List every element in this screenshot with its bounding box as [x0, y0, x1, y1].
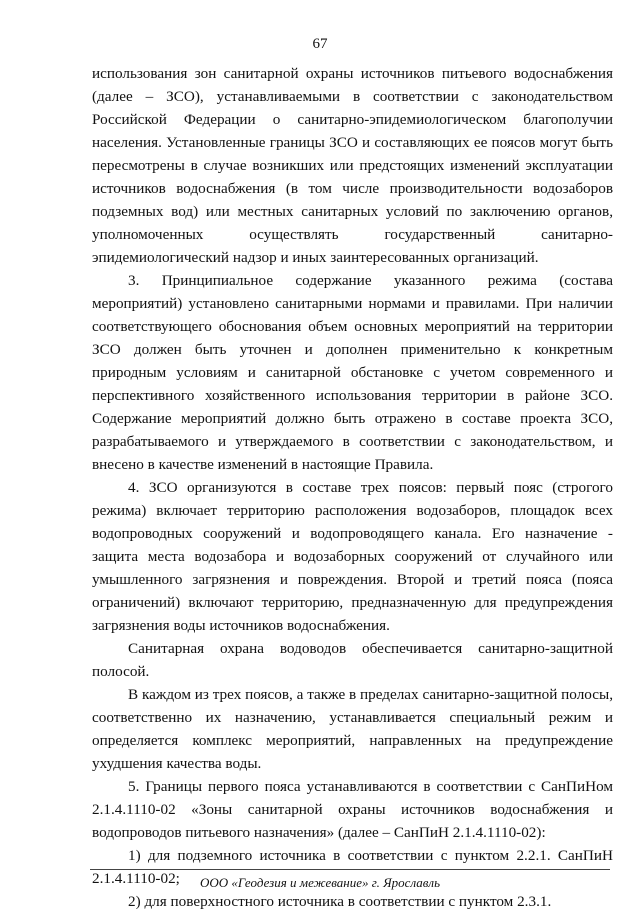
paragraph-item-3: 3. Принципиальное содержание указанного режима (состава мероприятий) установлено санитарными нормами и правилами. При наличии соответствующего обоснования объем основных мероприятий на территории ЗСО должен быть уточнен и дополнен применительно к конкретным природным условиям и санитарной обстановке с учетом современного и перспективного хозяйственного использования территории в районе ЗСО. Содержание мероприятий должно быть отражено в составе проекта ЗСО, разрабатываемого и утверждаемого в соответствии с законодательством, и внесено в качестве изменений в настоящие Правила.	[92, 272, 613, 473]
paragraph-zso-borders: использования зон санитарной охраны источников питьевого водоснабжения (далее – ЗСО), устанавливаемыми в соответствии с законодательством Российской Федерации о санитарно-эпидемиологическом благополучии населения. Установленные границы ЗСО и составляющих ее поясов могут быть пересмотрены в случае возникших или предстоящих изменений эксплуатации источников водоснабжения (в том числе производительности водозаборов подземных вод) или местных санитарных условий по заключению органов, уполномоченных осуществлять государственный санитарно-эпидемиологический надзор и иных заинтересованных организаций.	[92, 65, 613, 266]
page-number: 67	[312, 36, 328, 52]
list-item-2: 2) для поверхностного источника в соответствии с пунктом 2.3.1.	[128, 893, 552, 910]
document-body	[92, 62, 613, 913]
paragraph-item-4: 4. ЗСО организуются в составе трех поясов: первый пояс (строгого режима) включает территорию расположения водозаборов, площадок всех водопроводных сооружений и водопроводящего канала. Его назначение - защита места водозабора и водозаборных сооружений от случайного или умышленного загрязнения и повреждения. Второй и третий пояса (пояса ограничений) включают территорию, предназначенную для предупреждения загрязнения воды источников водоснабжения.	[92, 479, 613, 634]
paragraph-special-regime: В каждом из трех поясов, а также в пределах санитарно-защитной полосы, соответственно их назначению, устанавливается специальный режим и определяется комплекс мероприятий, направленных на предупреждение ухудшения качества воды.	[92, 686, 613, 772]
paragraph-water-pipes: Санитарная охрана водоводов обеспечивается санитарно-защитной полосой.	[92, 640, 613, 680]
footer-company: ООО «Геодезия и межевание» г. Ярославль	[199, 875, 441, 890]
paragraph-item-5: 5. Границы первого пояса устанавливаются в соответствии с СанПиНом 2.1.4.1110-02 «Зоны санитарной охраны источников водоснабжения и водопроводов питьевого назначения» (далее – СанПиН 2.1.4.1110-02):	[92, 778, 613, 841]
list-item-1: 1) для подземного источника в соответствии с пунктом 2.2.1. СанПиН 2.1.4.1110-02;	[92, 847, 613, 887]
footer-divider	[90, 869, 610, 870]
